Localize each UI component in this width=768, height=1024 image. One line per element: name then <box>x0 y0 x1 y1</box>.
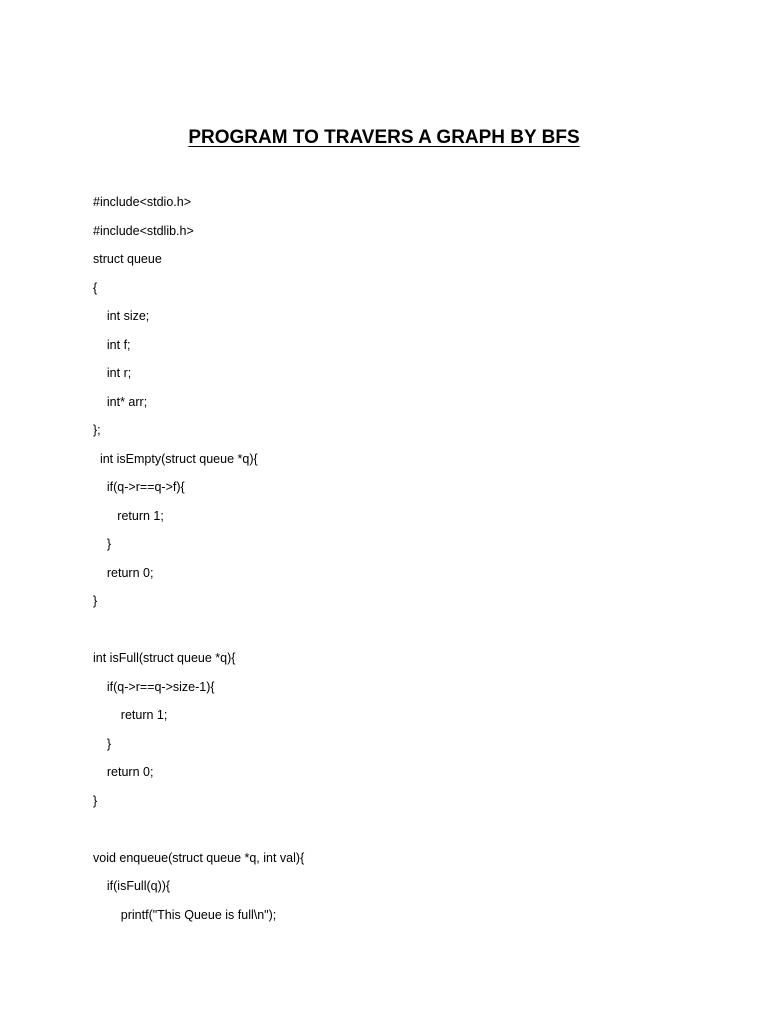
code-line: int size; <box>93 309 150 323</box>
code-line: if(q->r==q->f){ <box>93 480 185 494</box>
code-line: void enqueue(struct queue *q, int val){ <box>93 850 305 865</box>
code-line: } <box>93 793 98 808</box>
code-line: printf("This Queue is full\n"); <box>93 907 277 922</box>
code-line: { <box>93 280 98 295</box>
code-line: #include<stdlib.h> <box>93 223 194 238</box>
code-line: int isFull(struct queue *q){ <box>93 651 236 665</box>
code-line: int f; <box>93 337 131 352</box>
document-title: PROGRAM TO TRAVERS A GRAPH BY BFS <box>188 127 580 148</box>
code-line <box>93 819 713 848</box>
code-line: int r; <box>93 366 132 380</box>
code-line: } <box>93 736 112 751</box>
code-line: #include<stdio.h> <box>93 195 191 209</box>
code-line: return 0; <box>93 765 154 779</box>
code-line: int* arr; <box>93 394 148 409</box>
code-line: } <box>93 594 98 608</box>
code-line: return 0; <box>93 565 154 580</box>
code-listing <box>93 192 713 933</box>
code-line: return 1; <box>93 508 164 523</box>
code-line: int isEmpty(struct queue *q){ <box>93 451 258 466</box>
code-line: if(isFull(q)){ <box>93 879 171 893</box>
code-line: } <box>93 537 112 551</box>
code-line <box>93 620 713 649</box>
code-line: if(q->r==q->size-1){ <box>93 679 215 694</box>
code-line: return 1; <box>93 708 168 722</box>
code-line: }; <box>93 423 101 437</box>
code-line: struct queue <box>93 252 162 266</box>
